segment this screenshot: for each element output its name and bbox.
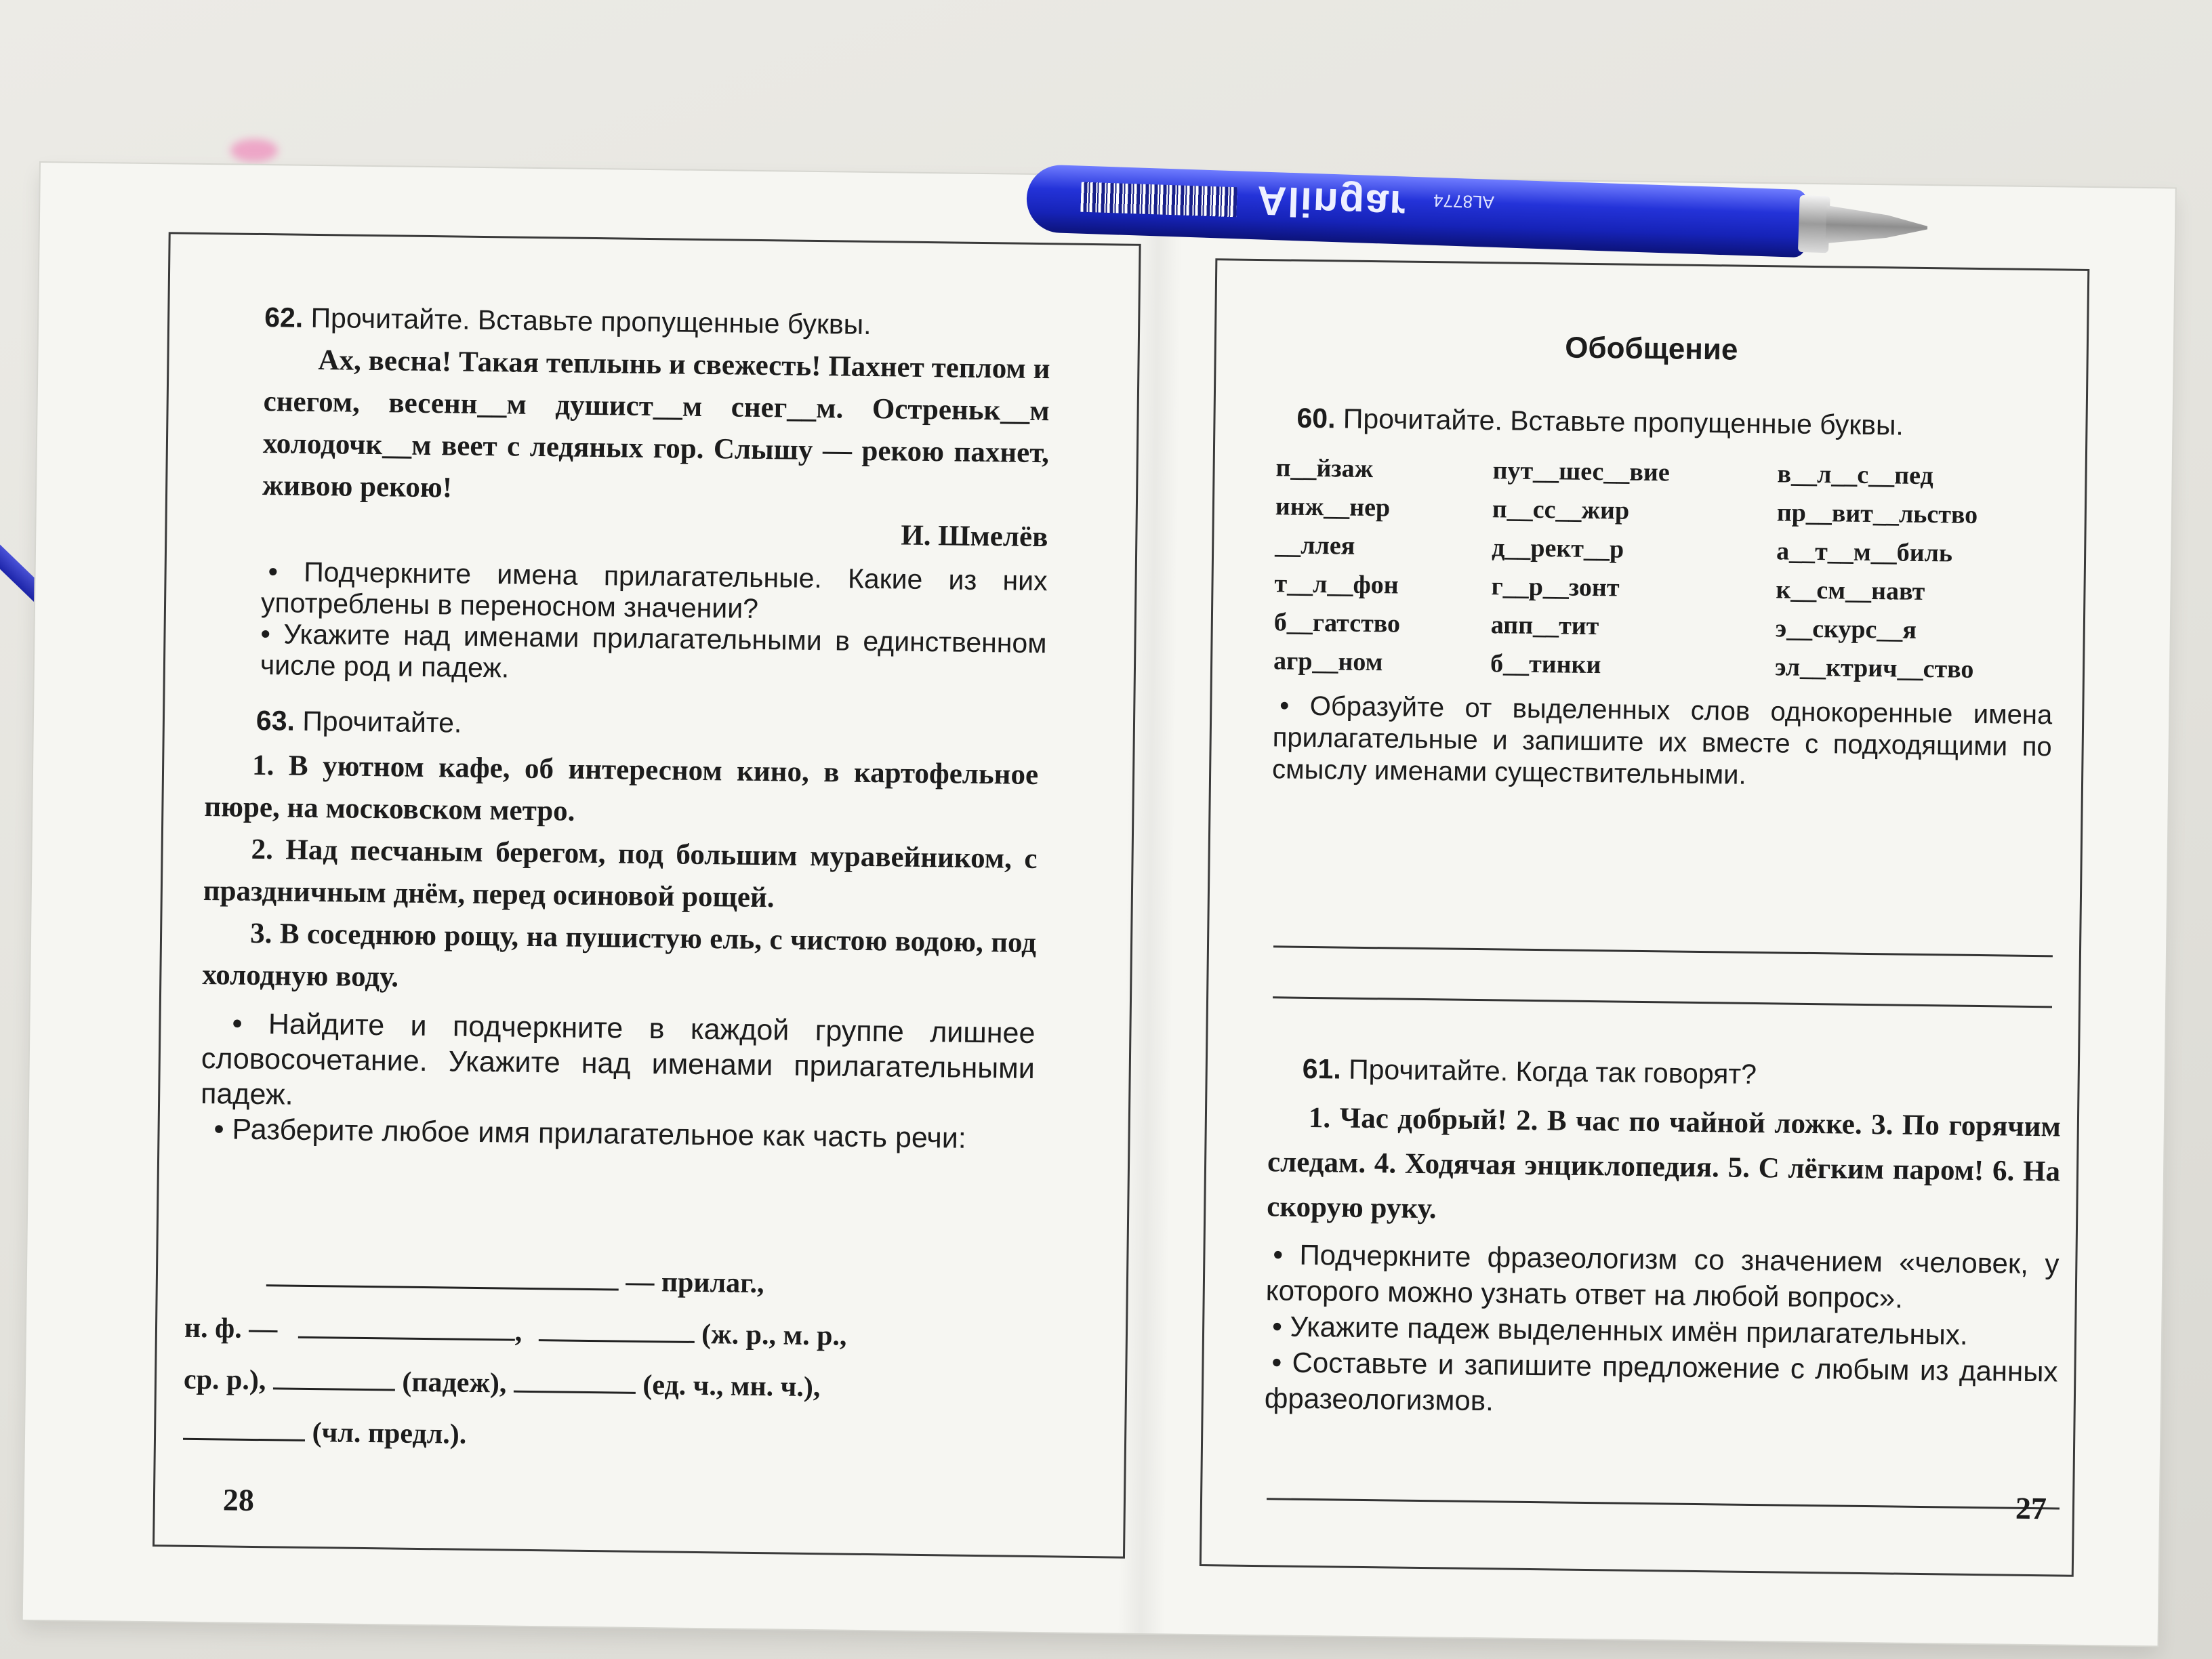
word: пут__шес__вие xyxy=(1492,456,1670,487)
exercise-63-task-2: • Разберите любое имя прилагательное как часть речи: xyxy=(213,1113,967,1155)
pen-code-label: AL8774 xyxy=(1433,190,1495,213)
exercise-62-author: И. Шмелёв xyxy=(901,519,1048,554)
word: __ллея xyxy=(1274,531,1355,560)
answer-line[interactable] xyxy=(266,1264,619,1290)
pink-stain xyxy=(230,139,278,162)
answer-line[interactable] xyxy=(1273,945,2053,957)
exercise-62 xyxy=(260,300,1051,690)
right-page xyxy=(1200,258,2089,1577)
word: к__см__навт xyxy=(1776,575,1925,607)
left-page xyxy=(152,232,1141,1558)
pen-barcode xyxy=(1080,182,1237,218)
word: инж__нер xyxy=(1275,492,1391,523)
word: в__л__с__пед xyxy=(1777,459,1934,491)
word: т__л__фон xyxy=(1274,569,1399,600)
word: д__рект__р xyxy=(1491,533,1624,564)
exercise-62-heading: 62. Прочитайте. Вставьте пропущенные буквы. xyxy=(264,302,872,340)
exercise-61-phrases: 1. Час добрый! 2. В час по чайной ложке. 3. По горячим следам. 4. Ходячая энциклопедия. 5. С лёгким паром! 6. На скорую руку. xyxy=(1267,1101,2062,1225)
exercise-63-heading: 63. Прочитайте. xyxy=(255,704,462,739)
exercise-62-task-1: • Подчеркните имена прилагательные. Какие из них употреблены в переносном значении? xyxy=(260,556,1048,624)
exercise-63-item-3: 3. В соседнюю рощу, на пушистую ель, с чистою водою, под холодную воду. xyxy=(202,917,1037,994)
page-number-left: 28 xyxy=(222,1482,255,1517)
word: эл__ктрич__ство xyxy=(1774,653,1974,684)
word-grid xyxy=(1273,449,2055,690)
workbook-spread xyxy=(23,163,2175,1645)
word: г__р__зонт xyxy=(1491,572,1620,602)
answer-line[interactable] xyxy=(1267,1498,2060,1509)
parse-row-1: — прилаг., xyxy=(266,1252,1059,1313)
exercise-63-item-1: 1. В уютном кафе, об интересном кино, в картофельное пюре, на московском метро. xyxy=(204,749,1039,827)
parse-row-2: н. ф. — , (ж. р., м. р., xyxy=(184,1312,847,1352)
pen-metal-band xyxy=(1798,195,1830,253)
answer-line[interactable] xyxy=(539,1319,695,1343)
exercise-61-heading: 61. Прочитайте. Когда так говорят? xyxy=(1302,1052,1757,1090)
word: б__тинки xyxy=(1490,649,1601,680)
word: э__скурс__я xyxy=(1775,614,1917,644)
pen-brand-label: Alingar xyxy=(1256,178,1408,228)
exercise-61-task-3: • Составьте и запишите предложение с любым из данных фразеологизмов. xyxy=(1264,1346,2058,1417)
exercise-60-task: • Образуйте от выделенных слов однокоренные имена прилагательные и запишите их вместе с подходящими по смыслу именами существительными. xyxy=(1271,691,2053,790)
section-title: Обобщение xyxy=(1564,331,1738,367)
pen-tip xyxy=(1825,205,1928,247)
answer-line[interactable] xyxy=(273,1367,395,1391)
word: б__гатство xyxy=(1273,608,1401,638)
word: апп__тит xyxy=(1490,611,1599,641)
word: агр__ном xyxy=(1273,647,1383,677)
word: пр__вит__льство xyxy=(1776,498,1978,529)
parse-row-4: (чл. предл.). xyxy=(183,1406,1058,1468)
exercise-61-task-2: • Укажите падеж выделенных имён прилагательных. xyxy=(1271,1310,1968,1351)
exercise-62-text: Ах, весна! Такая теплынь и свежесть! Пахнет теплом и снегом, весенн__м душист__м снег__м. Остреньк__м холодочк__м веет с ледяных гор. Слышу — рекою пахнет, живою рекою! xyxy=(262,344,1050,504)
exercise-60 xyxy=(1272,400,2056,795)
answer-line[interactable] xyxy=(183,1418,305,1441)
parse-template xyxy=(183,1251,1060,1468)
word: п__сс__жир xyxy=(1492,495,1630,525)
exercise-63 xyxy=(200,702,1039,1157)
word: п__йзаж xyxy=(1275,453,1374,484)
exercise-63-task-1: • Найдите и подчеркните в каждой группе лишнее словосочетание. Укажите над именами прилагательными падеж. xyxy=(200,1007,1036,1111)
exercise-61 xyxy=(1265,1050,2062,1425)
exercise-60-heading: 60. Прочитайте. Вставьте пропущенные буквы. xyxy=(1296,402,1904,441)
exercise-61-task-1: • Подчеркните фразеологизм со значением «человек, у которого можно узнать ответ на любой вопрос». xyxy=(1265,1238,2060,1314)
answer-line[interactable] xyxy=(514,1370,636,1394)
parse-row-3: ср. р.), (падеж), (ед. ч., мн. ч.), xyxy=(183,1364,821,1404)
word: а__т__м__биль xyxy=(1776,537,1953,568)
answer-line[interactable] xyxy=(298,1316,515,1341)
exercise-62-task-2: • Укажите над именами прилагательными в единственном числе род и падеж. xyxy=(260,618,1047,684)
exercise-63-item-2: 2. Над песчаным берегом, под большим муравейником, с праздничным днём, перед осиновой рощей. xyxy=(203,833,1038,914)
answer-line[interactable] xyxy=(1273,996,2052,1008)
page-number-right: 27 xyxy=(2015,1490,2047,1526)
